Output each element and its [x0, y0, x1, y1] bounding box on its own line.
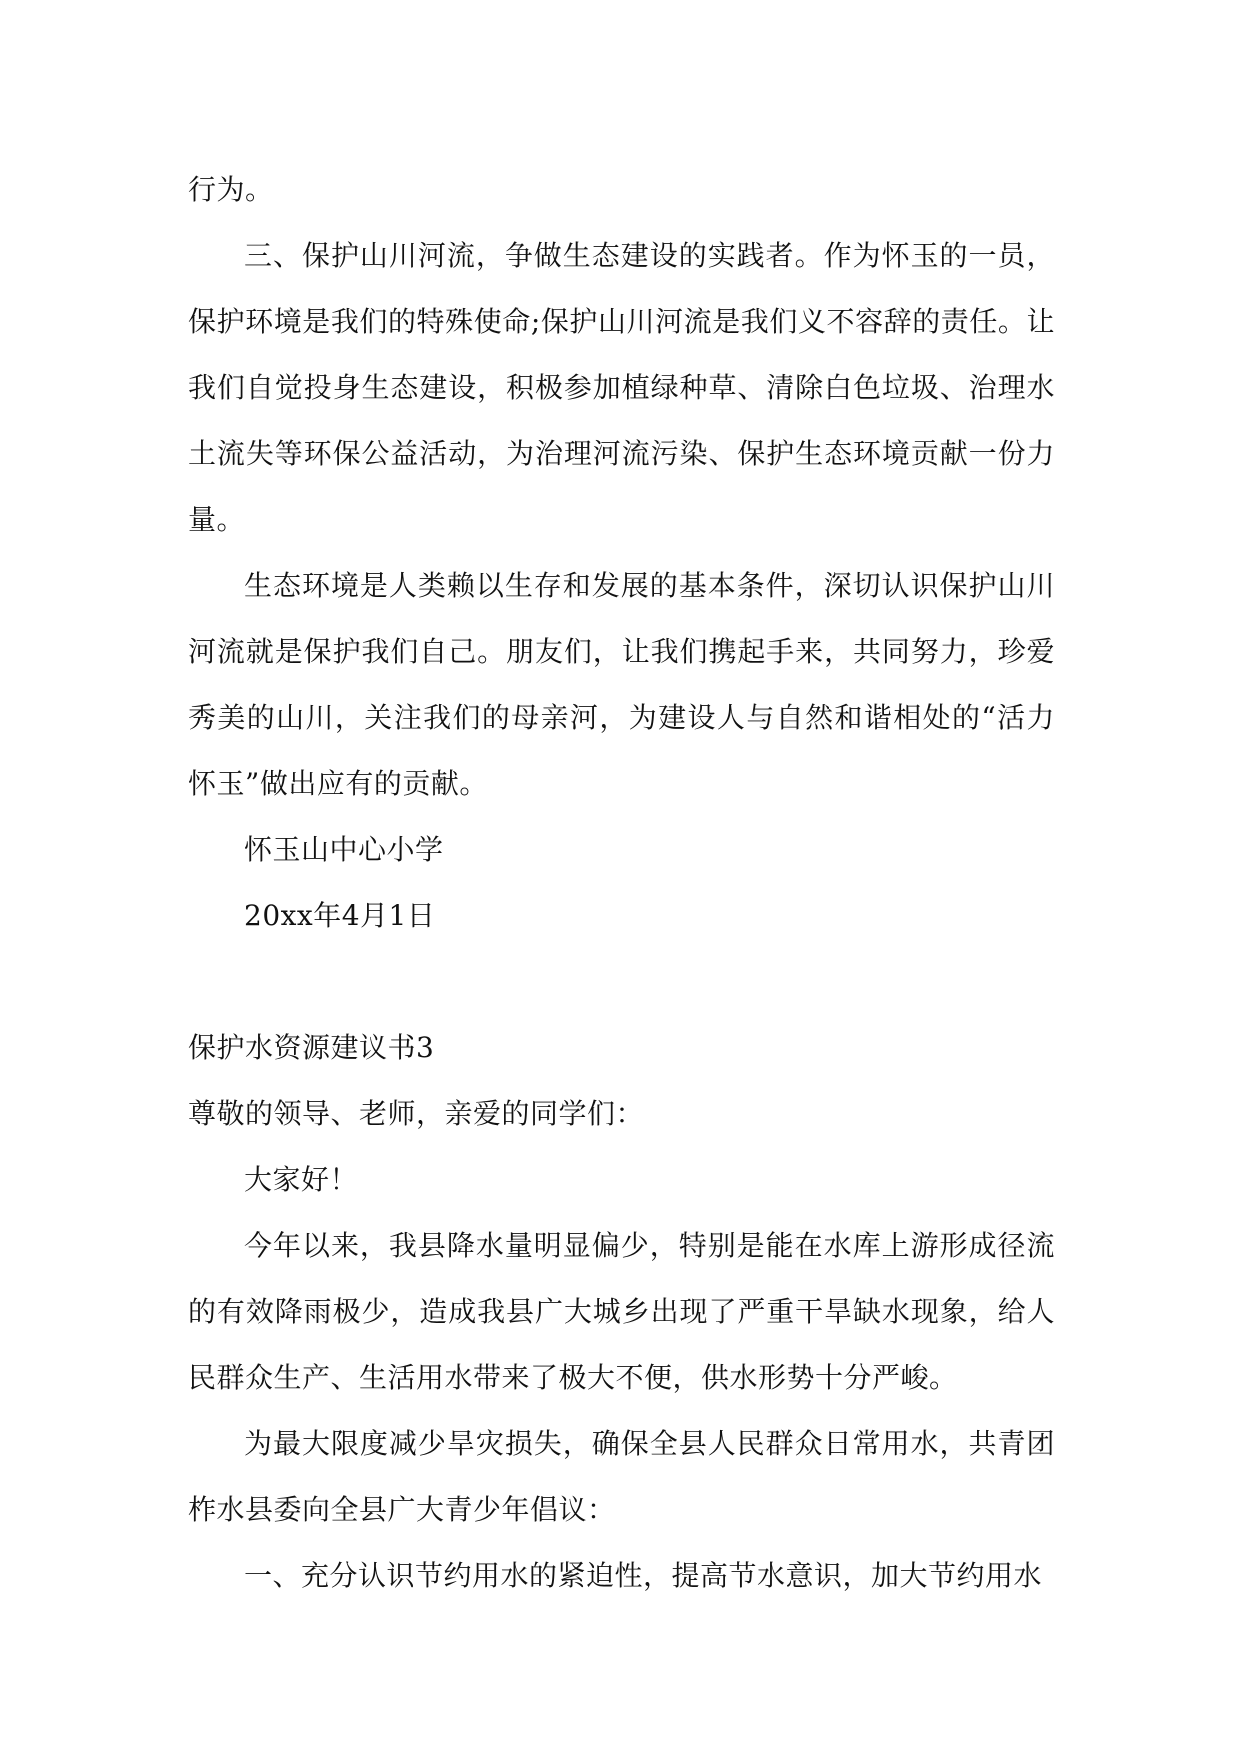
paragraph-point-one: 一、充分认识节约用水的紧迫性，提高节水意识，加大节约用水 [244, 1559, 1043, 1592]
paragraph-continuation: 行为。 [188, 173, 274, 206]
salutation: 尊敬的领导、老师，亲爱的同学们： [188, 1097, 645, 1130]
signature-date: 20xx年4月1日 [244, 899, 436, 932]
paragraph-ecology-conclusion: 生态环境是人类赖以生存和发展的基本条件，深切认识保护山川河流就是保护我们自己。朋友们，让我们携起手来，共同努力，珍爱秀美的山川，关注我们的母亲河，为建设人与自然和谐相处的“活力怀玉”做出应有的贡献。 [188, 569, 1055, 800]
paragraph-drought-situation: 今年以来，我县降水量明显偏少，特别是能在水库上游形成径流的有效降雨极少，造成我县广大城乡出现了严重干旱缺水现象，给人民群众生产、生活用水带来了极大不便，供水形势十分严峻。 [188, 1229, 1055, 1394]
document-body [188, 157, 1055, 1609]
paragraph-initiative: 为最大限度减少旱灾损失，确保全县人民群众日常用水，共青团柞水县委向全县广大青少年倡议： [188, 1427, 1055, 1526]
signature-organization: 怀玉山中心小学 [244, 833, 444, 866]
greeting: 大家好！ [244, 1163, 359, 1196]
section-title: 保护水资源建议书3 [188, 1031, 435, 1064]
paragraph-protect-rivers: 三、保护山川河流，争做生态建设的实践者。作为怀玉的一员，保护环境是我们的特殊使命;保护山川河流是我们义不容辞的责任。让我们自觉投身生态建设，积极参加植绿种草、清除白色垃圾、治理水土流失等环保公益活动，为治理河流污染、保护生态环境贡献一份力量。 [188, 239, 1055, 536]
